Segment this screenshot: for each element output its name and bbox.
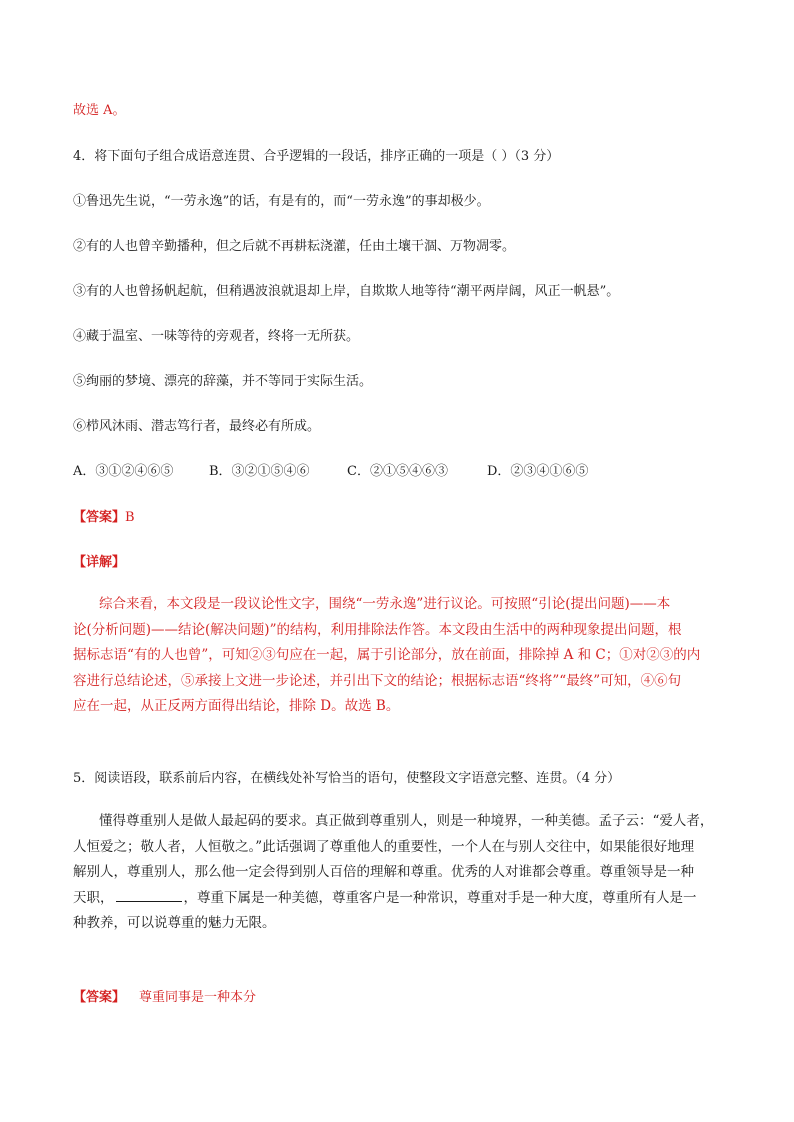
detail-line: 应在一起，从正反两方面得出结论，排除 D。故选 B。 [73,698,400,714]
option-a: A．③①②④⑥⑤ [73,464,174,479]
q4-sentence-3: ③有的人也曾扬帆起航，但稍遇波浪就退却上岸，自欺欺人地等待“潮平两岸阔，风正一帆悬”。 [73,284,620,299]
q4-options [73,464,588,480]
passage-line: 人恒爱之；敬人者，人恒敬之。”此话强调了尊重他人的重要性，一个人在与别人交往中，如果能很好地理 [73,838,695,855]
q4-sentence-4: ④藏于温室、一味等待的旁观者，终将一无所获。 [73,329,360,344]
q5-answer [73,990,256,1006]
q5-passage [73,809,723,937]
q4-sentence-6: ⑥栉风沐雨、潜志笃行者，最终必有所成。 [73,419,321,434]
passage-line: 解别人，尊重别人，那么他一定会得到别人百倍的理解和尊重。优秀的人对谁都会尊重。尊重领导是一种 [73,864,694,880]
detail-line: 据标志语“有的人也曾”，可知②③句应在一起，属于引论部分，放在前面，排除掉 A 和 C；①对②③的内 [73,647,701,663]
option-b: B．③②①⑤④⑥ [209,464,310,479]
passage-line: 懂得尊重别人是做人最起码的要求。真正做到尊重别人，则是一种境界，一种美德。孟子云：“爱人者， [99,813,714,829]
option-c: C．②①⑤④⑥③ [347,464,448,479]
passage-line: 种教养，可以说尊重的魅力无限。 [73,915,276,931]
detail-line: 论(分析问题)——结论(解决问题)”的结构，利用排除法作答。本文段由生活中的两种现象提出问题，根 [73,621,682,638]
answer-value: 尊重同事是一种本分 [139,990,257,1005]
q4-sentence-2: ②有的人也曾辛勤播种，但之后就不再耕耘浇灌，任由土壤干涸、万物凋零。 [73,239,516,254]
detail-line: 综合来看，本文段是一段议论性文字，围绕“一劳永逸”进行议论。可按照“引论(提出问题)——本 [99,596,671,612]
q4-detail-paragraph [73,592,723,720]
answer-value: B [125,510,135,525]
option-d: D．②③④①⑥⑤ [487,464,589,479]
answer-label: 【答案】 [73,990,126,1005]
passage-text: ，尊重下属是一种美德，尊重客户是一种常识，尊重对手是一种大度，尊重所有人是一 [183,889,697,906]
q4-answer [73,510,135,526]
detail-line: 容进行总结论述，⑤承接上文进一步论述，并引出下文的结论；根据标志语“终将”“最终”可知，④⑥句 [73,672,682,689]
fill-in-blank [116,889,182,902]
passage-line [73,886,723,912]
q5-stem: 5．阅读语段，联系前后内容，在横线处补写恰当的语句，使整段文字语意完整、连贯。（4 分） [73,771,621,786]
q4-sentence-1: ①鲁迅先生说，“一劳永逸”的话，有是有的，而“一劳永逸”的事却极少。 [73,194,490,209]
passage-text: 天职， [73,889,114,906]
q4-detail-label: 【详解】 [73,555,126,570]
q4-sentence-5: ⑤绚丽的梦境、漂亮的辞藻，并不等同于实际生活。 [73,374,373,389]
q4-stem: 4．将下面句子组合成语意连贯、合乎逻辑的一段话，排序正确的一项是（ ）（3 分） [73,149,560,164]
answer-label: 【答案】 [73,510,126,525]
q3-conclusion: 故选 A。 [73,103,126,118]
